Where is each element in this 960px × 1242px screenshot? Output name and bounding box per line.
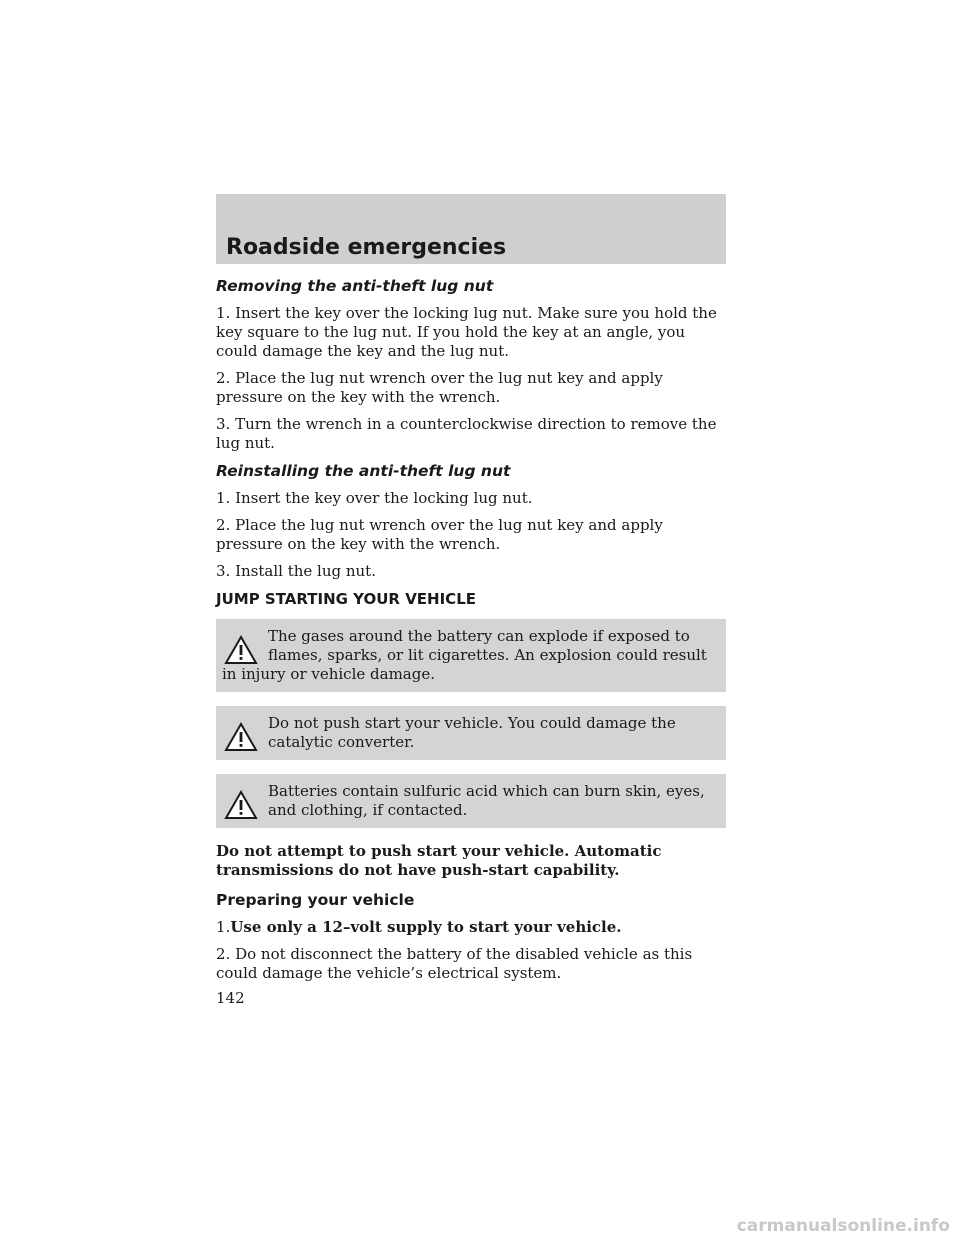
page-content [216,276,728,991]
warning-box-push-start [216,706,726,760]
reinstalling-step-2: 2. Place the lug nut wrench over the lug nut key and apply pressure on the key with the wrench. [216,516,663,553]
warning-box-acid [216,774,726,828]
warning-text-push-start: Do not push start your vehicle. You could damage the catalytic converter. [268,714,676,751]
site-watermark: carmanualsonline.info [736,1216,950,1236]
preparing-step-1-number: 1. [216,918,231,936]
removing-step-2: 2. Place the lug nut wrench over the lug nut key and apply pressure on the key with the wrench. [216,369,663,406]
warning-triangle-icon [224,790,258,820]
reinstalling-heading: Reinstalling the anti-theft lug nut [216,462,511,480]
preparing-step-2: 2. Do not disconnect the battery of the disabled vehicle as this could damage the vehicle’s electrical system. [216,945,693,982]
preparing-heading: Preparing your vehicle [216,891,415,909]
section-title: Roadside emergencies [226,235,507,260]
reinstalling-step-3: 3. Install the lug nut. [216,562,376,580]
warning-triangle-icon [224,722,258,752]
preparing-step-1 [216,918,728,937]
reinstalling-step-1: 1. Insert the key over the locking lug nut. [216,489,533,507]
warning-text-explosion: The gases around the battery can explode if exposed to flames, sparks, or lit cigarettes. An explosion could result in injury or vehicle damage. [222,627,707,683]
warning-box-explosion [216,619,726,692]
jump-starting-heading: JUMP STARTING YOUR VEHICLE [216,590,476,608]
removing-step-1: 1. Insert the key over the locking lug nut. Make sure you hold the key square to the lug nut. If you hold the key at an angle, you could damage the key and the lug nut. [216,304,717,360]
page-number: 142 [216,989,245,1007]
warning-triangle-icon [224,635,258,665]
preparing-step-1-text: Use only a 12–volt supply to start your vehicle. [230,918,622,936]
section-header-band [216,194,726,264]
removing-heading: Removing the anti-theft lug nut [216,277,494,295]
push-start-note: Do not attempt to push start your vehicle. Automatic transmissions do not have push-start capability. [216,842,662,879]
warning-text-acid: Batteries contain sulfuric acid which can burn skin, eyes, and clothing, if contacted. [268,782,705,819]
removing-step-3: 3. Turn the wrench in a counterclockwise direction to remove the lug nut. [216,415,717,452]
